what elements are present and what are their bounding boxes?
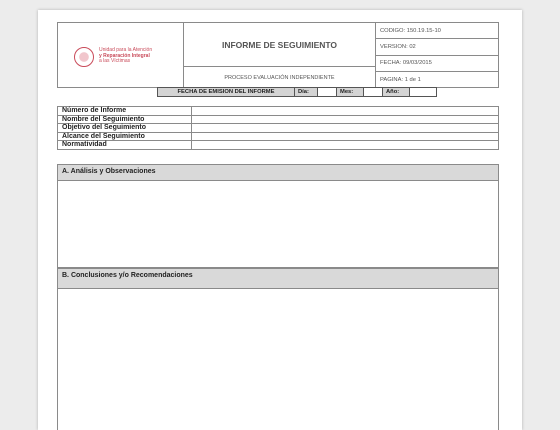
info-label: Normatividad xyxy=(58,141,192,150)
report-info-table xyxy=(57,106,499,150)
analysis-section xyxy=(57,164,499,268)
year-field[interactable] xyxy=(409,87,437,97)
document-version: VERSION: 02 xyxy=(376,39,499,55)
colombia-seal-icon xyxy=(74,47,94,67)
emission-date-row xyxy=(158,87,437,97)
info-label: Nombre del Seguimiento xyxy=(58,115,192,124)
table-row xyxy=(58,107,499,116)
info-value[interactable] xyxy=(192,132,499,141)
day-field[interactable] xyxy=(317,87,337,97)
page-number: PAGINA: 1 de 1 xyxy=(380,76,421,83)
table-row xyxy=(58,115,499,124)
info-label: Alcance del Seguimiento xyxy=(58,132,192,141)
info-value[interactable] xyxy=(192,107,499,116)
document-title: INFORME DE SEGUIMIENTO xyxy=(184,23,375,67)
logo-text xyxy=(99,48,181,65)
month-label: Mes: xyxy=(336,87,364,97)
day-label: Día: xyxy=(294,87,318,97)
conclusions-section-title: B. Conclusiones y/o Recomendaciones xyxy=(58,269,498,289)
table-row xyxy=(58,141,499,150)
month-field[interactable] xyxy=(363,87,383,97)
document-header xyxy=(57,22,499,88)
organization-logo xyxy=(58,23,184,87)
table-row xyxy=(58,132,499,141)
info-label: Objetivo del Seguimiento xyxy=(58,124,192,133)
info-value[interactable] xyxy=(192,115,499,124)
process-name: PROCESO EVALUACIÓN INDEPENDIENTE xyxy=(224,75,335,81)
table-row xyxy=(58,124,499,133)
conclusions-section xyxy=(57,268,499,430)
document-page xyxy=(38,10,522,430)
analysis-section-title: A. Análisis y Observaciones xyxy=(58,165,498,181)
document-date: FECHA: 09/03/2015 xyxy=(376,56,499,72)
info-value[interactable] xyxy=(192,141,499,150)
logo-line-2: y Reparación Integral xyxy=(99,52,150,59)
info-label: Número de Informe xyxy=(58,107,192,116)
info-value[interactable] xyxy=(192,124,499,133)
header-center xyxy=(184,23,376,87)
year-label: Año: xyxy=(382,87,410,97)
document-code: CODIGO: 150.19.15-10 xyxy=(376,23,499,39)
logo-line-3: a las Víctimas xyxy=(99,58,131,64)
document-metadata xyxy=(376,23,499,87)
logo-line-1: Unidad para la Atención xyxy=(99,47,153,53)
emission-date-label: FECHA DE EMISION DEL INFORME xyxy=(157,87,295,97)
